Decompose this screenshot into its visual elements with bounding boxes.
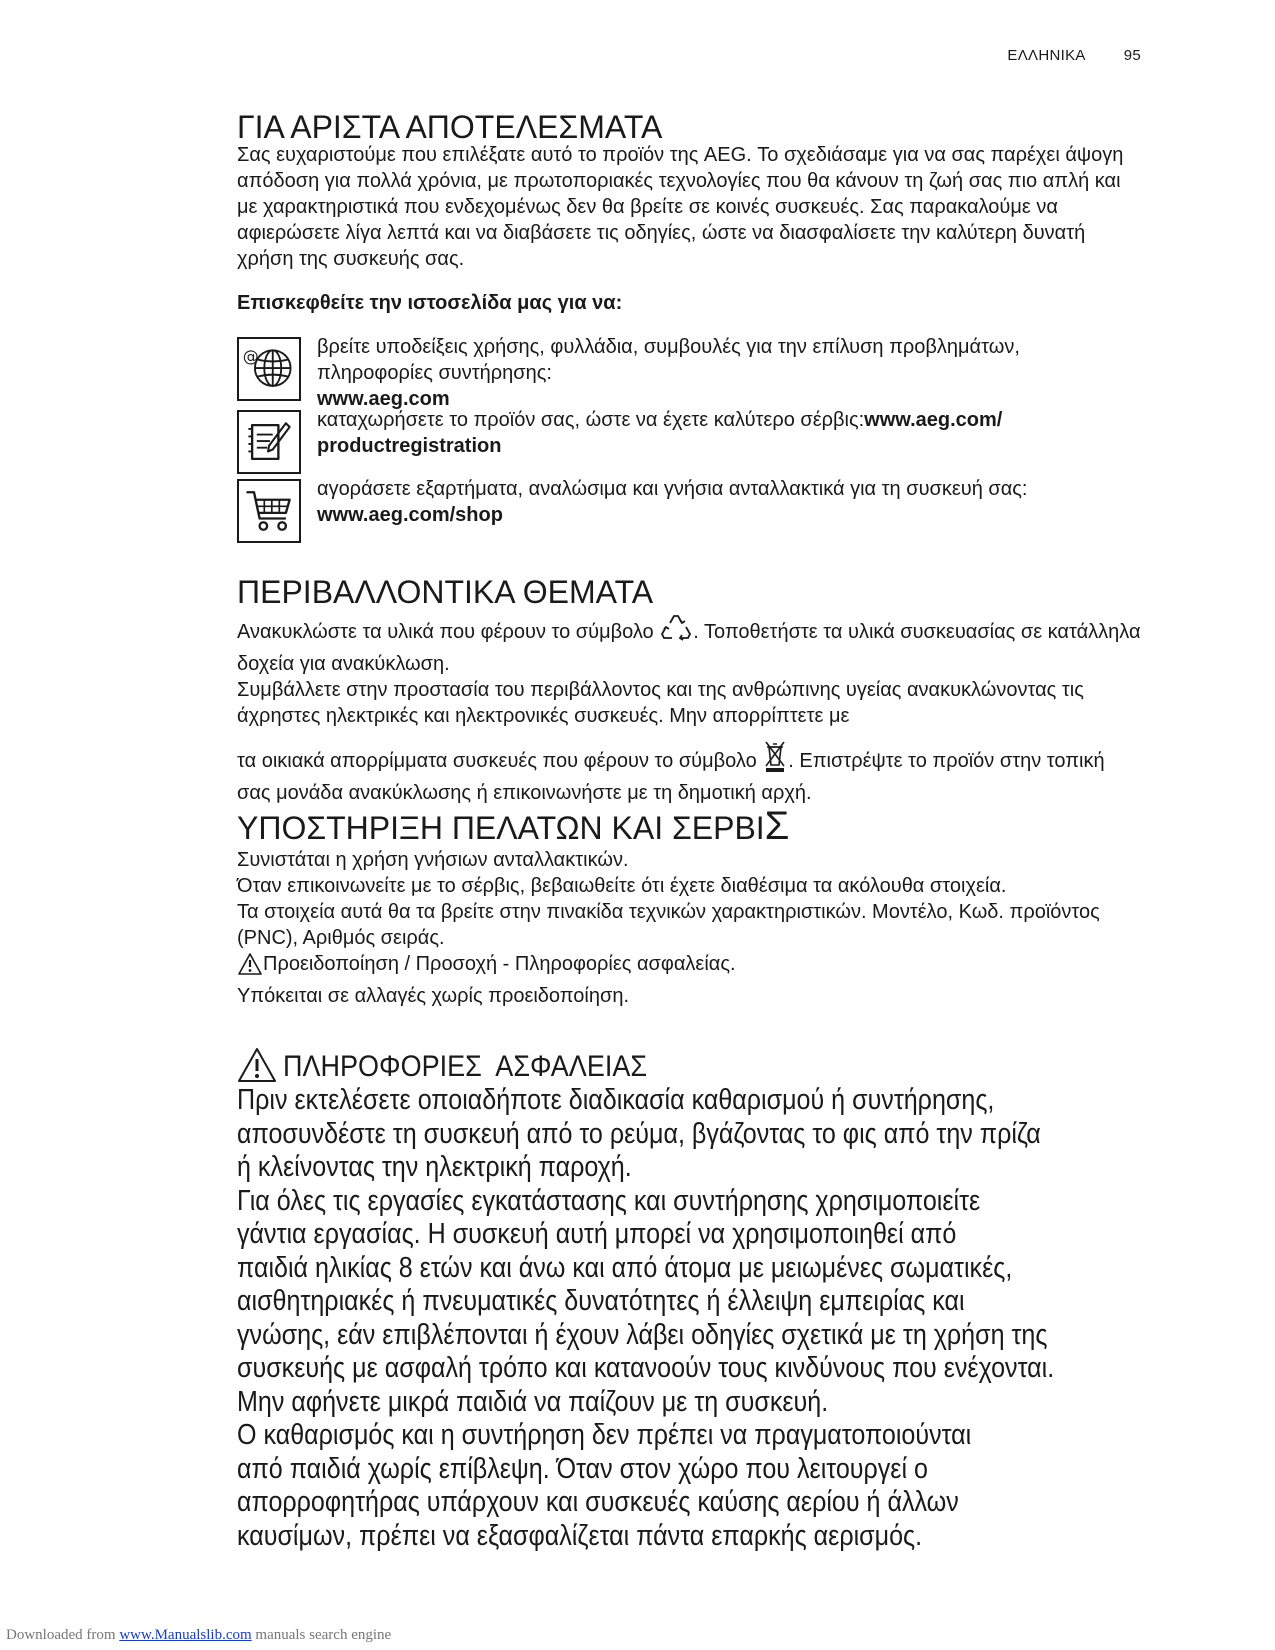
warning-icon (237, 952, 263, 983)
visit-item-link[interactable]: www.aeg.com (317, 388, 450, 410)
safety-line: ή κλείνοντας την ηλεκτρική παροχή. (237, 1151, 632, 1183)
download-footer (6, 1627, 391, 1644)
warning-icon (237, 1047, 277, 1083)
support-section (237, 847, 1142, 1009)
visit-item-text: αγοράσετε εξαρτήματα, αναλώσιμα και γνήσια ανταλλακτικά για τη συσκευή σας: (317, 478, 1028, 500)
intro-title: ΓΙΑ ΑΡΙΣΤΑ ΑΠΟΤΕΛΕΣΜΑΤΑ (237, 109, 663, 145)
page-number: 95 (1123, 47, 1141, 64)
safety-line: Μην αφήνετε μικρά παιδιά να παίζουν με τη συσκευή. (237, 1385, 829, 1418)
footer-suffix: manuals search engine (251, 1627, 392, 1643)
language-label: ΕΛΛΗΝΙΚΑ (1007, 47, 1086, 64)
support-line-2: Όταν επικοινωνείτε με το σέρβις, βεβαιωθείτε ότι έχετε διαθέσιμα τα ακόλουθα στοιχεία. (237, 875, 1007, 897)
globe-icon (237, 337, 301, 401)
intro-section (237, 142, 1142, 316)
support-title (237, 804, 790, 848)
safety-line: αισθητηριακές ή πνευματικές δυνατότητες ή έλλειψη εμπειρίας και (237, 1285, 965, 1317)
environment-p1-end: . Τοποθετήστε τα υλικά συσκευασίας σε κατάλληλα δοχεία για ανακύκλωση. (237, 621, 1141, 675)
running-header (1007, 47, 1141, 64)
registration-icon (237, 410, 301, 474)
safety-heading (237, 1047, 687, 1083)
safety-line: Για όλες τις εργασίες εγκατάστασης και συντήρησης χρησιμοποιείτε (237, 1184, 981, 1217)
safety-line: απορροφητήρας υπάρχουν και συσκευές καύσης αερίου ή άλλων (237, 1486, 959, 1518)
environment-p1-start: Ανακυκλώστε τα υλικά που φέρουν το σύμβολο (237, 621, 654, 643)
safety-line: Πριν εκτελέσετε οποιαδήποτε διαδικασία καθαρισμού ή συντήρησης, (237, 1084, 995, 1116)
visit-item-link[interactable]: www.aeg.com/shop (317, 504, 503, 526)
support-line-3: Τα στοιχεία αυτά θα τα βρείτε στην πινακίδα τεχνικών χαρακτηριστικών. Μοντέλο, Κωδ. προϊόντος (PNC), Αριθμός σειράς. (237, 901, 1100, 949)
manualslib-link[interactable]: www.Manualslib.com (119, 1627, 252, 1643)
safety-title: ΠΛΗΡΟΦΟΡΙΕΣ ΑΣΦΑΛΕΙΑΣ (283, 1050, 648, 1083)
safety-line: γάντια εργασίας. Η συσκευή αυτή μπορεί να χρησιμοποιηθεί από (237, 1218, 957, 1250)
safety-line: καυσίμων, πρέπει να εξασφαλίζεται πάντα επαρκής αερισμός. (237, 1519, 923, 1552)
intro-body: Σας ευχαριστούμε που επιλέξατε αυτό το προϊόν της AEG. Το σχεδιάσαμε για να σας παρέχει άψογη απόδοση για πολλά χρόνια, με πρωτοποριακές τεχνολογίες που θα κάνουν τη ζωή σας πιο απλή και με χαρακτηριστικά που ενδεχομένως δεν θα βρείτε σε κοινές συσκευές. Σας παρακαλούμε να αφιερώσετε λίγα λεπτά και να διαβάσετε τις οδηγίες, ώστε να διασφαλίσετε την καλύτερη δυνατή χρήση της συσκευής σας. (237, 144, 1124, 270)
environment-title: ΠΕΡΙΒΑΛΛΟΝΤΙΚΑ ΘΕΜΑΤΑ (237, 574, 654, 610)
weee-bin-icon (762, 739, 788, 780)
shopping-cart-icon (237, 479, 301, 543)
svg-text:@: @ (242, 346, 259, 366)
safety-line: Ο καθαρισμός και η συντήρηση δεν πρέπει να πραγματοποιούνται (237, 1419, 972, 1451)
environment-section (237, 610, 1142, 806)
environment-p3-end: . Επιστρέψτε το προϊόν στην τοπική σας μονάδα ανακύκλωσης ή επικοινωνήστε με τη δημοτική αρχή. (237, 750, 1105, 804)
safety-line: συσκευής με ασφαλή τρόπο και κατανοούν τους κινδύνους που ενέχονται. (237, 1352, 1055, 1384)
support-line-4: Προειδοποίηση / Προσοχή - Πληροφορίες ασφαλείας. (263, 953, 736, 975)
environment-p2: Συμβάλλετε στην προστασία του περιβάλλοντος και της ανθρώπινης υγείας ανακυκλώνοντας τις άχρηστες ηλεκτρικές και ηλεκτρονικές συσκευές. Μην απορρίπτετε με (237, 679, 1084, 727)
footer-prefix: Downloaded from (6, 1627, 120, 1643)
support-line-5: Υπόκειται σε αλλαγές χωρίς προειδοποίηση. (237, 985, 630, 1007)
visit-heading: Επισκεφθείτε την ιστοσελίδα μας για να: (237, 292, 623, 314)
safety-body (237, 1084, 1267, 1553)
visit-item-text: καταχωρήσετε το προϊόν σας, ώστε να έχετε καλύτερο σέρβις: (317, 409, 865, 431)
support-title-main: ΥΠΟΣΤΗΡΙΞΗ ΠΕΛΑΤΩΝ ΚΑΙ ΣΕΡΒΙ (237, 810, 765, 846)
safety-line: αποσυνδέστε τη συσκευή από το ρεύμα, βγάζοντας το φις από την πρίζα (237, 1117, 1041, 1150)
safety-line: από παιδιά χωρίς επίβλεψη. Όταν στον χώρο που λειτουργεί ο (237, 1452, 928, 1485)
environment-p3-start: τα οικιακά απορρίμματα συσκευές που φέρουν το σύμβολο (237, 750, 757, 772)
support-line-1: Συνιστάται η χρήση γνήσιων ανταλλακτικών. (237, 849, 629, 871)
safety-line: γνώσης, εάν επιβλέπονται ή έχουν λάβει οδηγίες σχετικά με τη χρήση της (237, 1318, 1048, 1351)
visit-item-text: βρείτε υποδείξεις χρήσης, φυλλάδια, συμβουλές για την επίλυση προβλημάτων, πληροφορίες συντήρησης: (317, 336, 1020, 384)
support-title-last: Σ (764, 804, 790, 848)
visit-item-link[interactable]: www.aeg.com/ productregistration (317, 409, 1003, 457)
recycle-icon (659, 610, 693, 651)
safety-line: παιδιά ηλικίας 8 ετών και άνω και από άτομα με μειωμένες σωματικές, (237, 1251, 1013, 1284)
